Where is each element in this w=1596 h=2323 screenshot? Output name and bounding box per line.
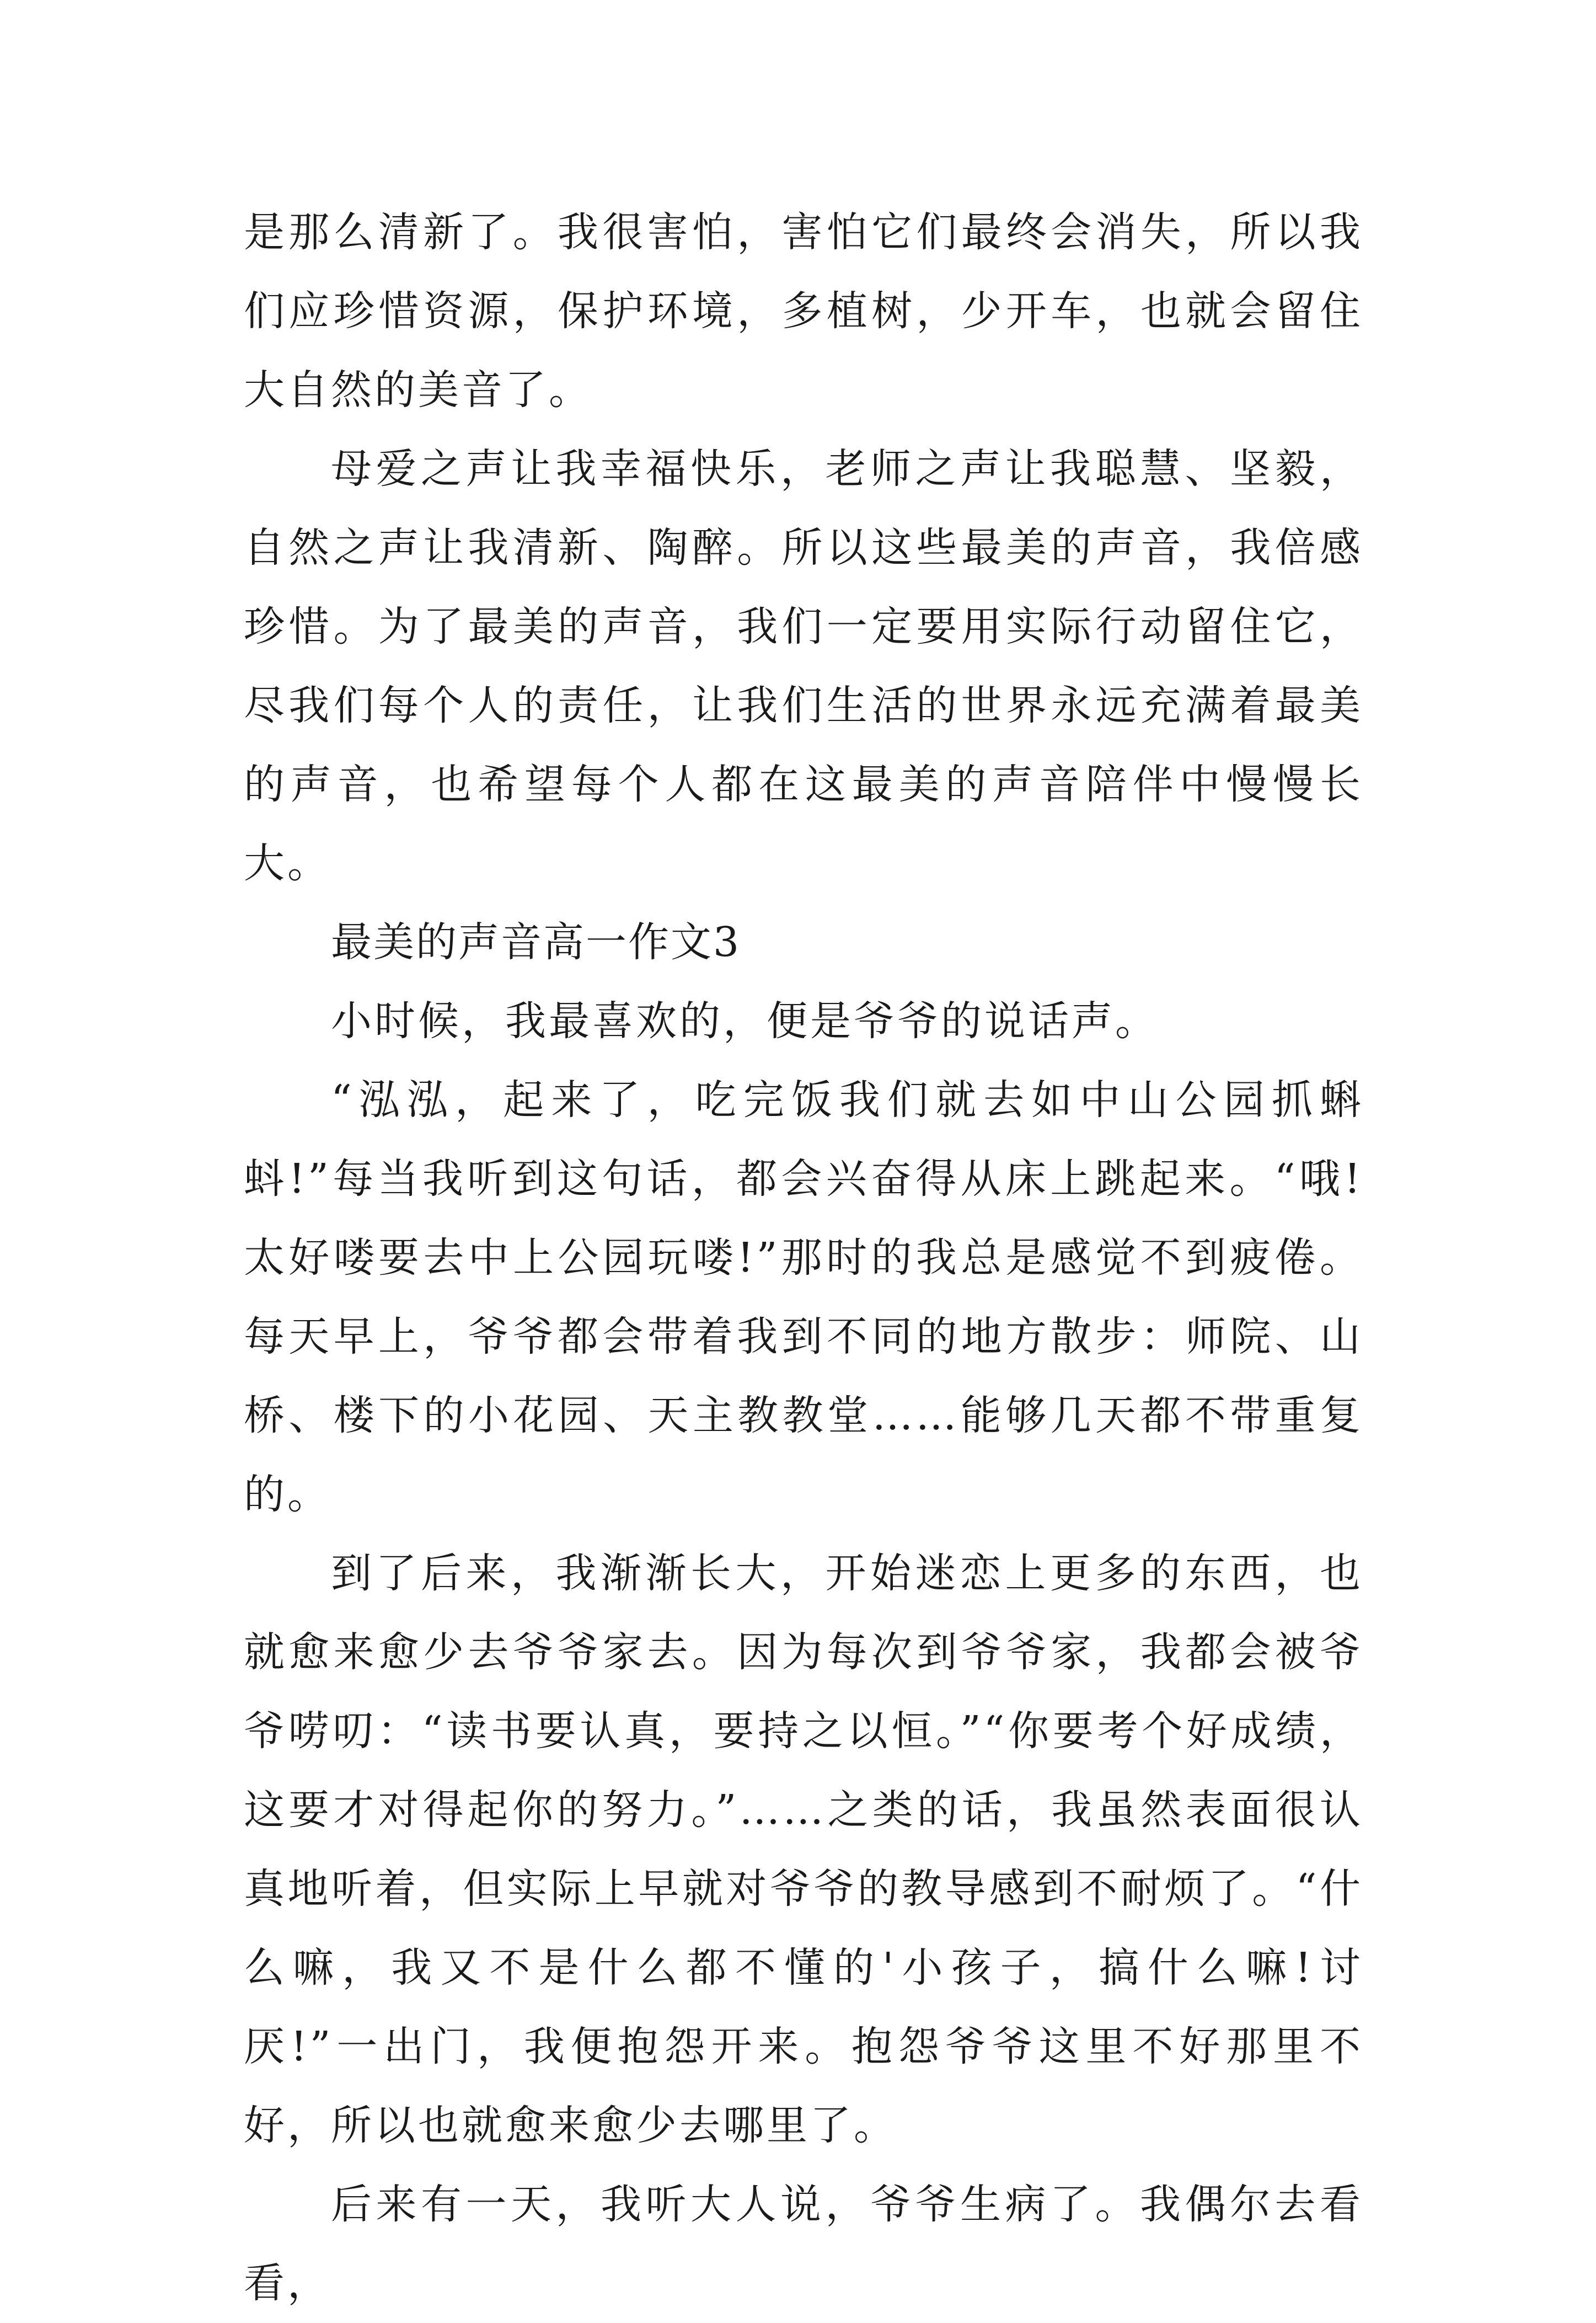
paragraph-3: 小时候，我最喜欢的，便是爷爷的说话声。: [331, 997, 1159, 1045]
document-body: [244, 193, 1363, 2323]
paragraph-5: 到了后来，我渐渐长大，开始迷恋上更多的东西，也就愈来愈少去爷爷家去。因为每次到爷爷家，我都会被爷爷唠叨：“读书要认真，要持之以恒。”“你要考个好成绩，这要才对得起你的努力。”……之类的话，我虽然表面很认真地听着，但实际上早就对爷爷的教导感到不耐烦了。“什么嘛，我又不是什么都不懂的'小孩子，搞什么嘛!讨厌!”一出门，我便抱怨开来。抱怨爷爷这里不好那里不好，所以也就愈来愈少去哪里了。: [244, 1550, 1363, 2149]
paragraph-4: “泓泓，起来了，吃完饭我们就去如中山公园抓蝌蚪!”每当我听到这句话，都会兴奋得从床上跳起来。“哦!太好喽要去中上公园玩喽!”那时的我总是感觉不到疲倦。每天早上，爷爷都会带着我到不同的地方散步：师院、山桥、楼下的小花园、天主教教堂……能够几天都不带重复的。: [244, 1076, 1363, 1518]
paragraph-1: 是那么清新了。我很害怕，害怕它们最终会消失，所以我们应珍惜资源，保护环境，多植树，少开车，也就会留住大自然的美音了。: [244, 209, 1363, 414]
paragraph-6: 后来有一天，我听大人说，爷爷生病了。我偶尔去看看，: [244, 2181, 1363, 2307]
section-heading: 最美的声音高一作文3: [331, 918, 741, 966]
paragraph-2: 母爱之声让我幸福快乐，老师之声让我聪慧、坚毅，自然之声让我清新、陶醉。所以这些最美的声音，我倍感珍惜。为了最美的声音，我们一定要用实际行动留住它，尽我们每个人的责任，让我们生活的世界永远充满着最美的声音，也希望每个人都在这最美的声音陪伴中慢慢长大。: [244, 445, 1363, 887]
